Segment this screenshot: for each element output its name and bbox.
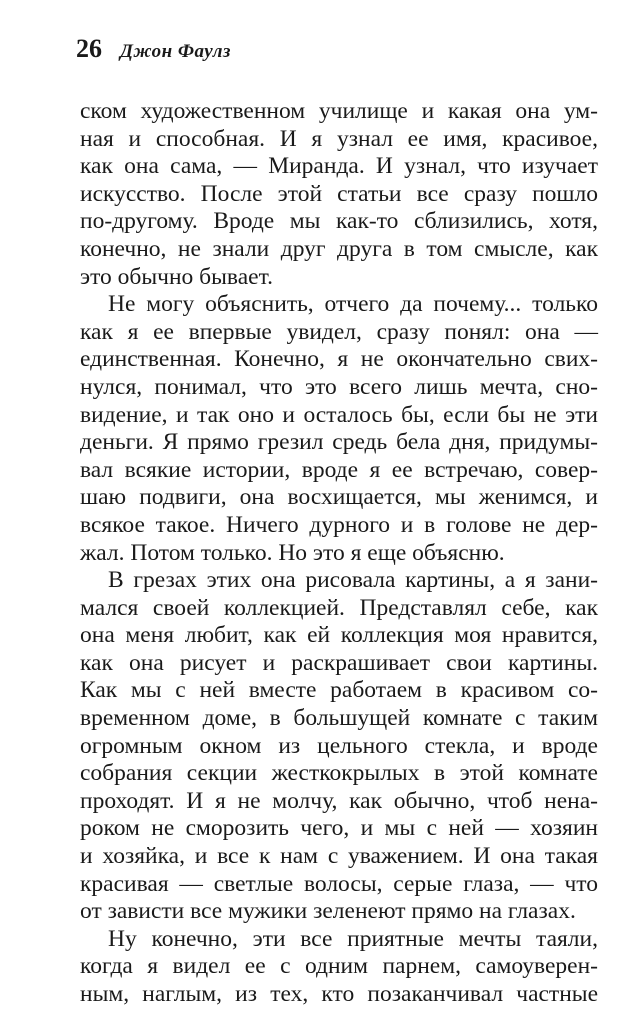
text-line: мался своей коллекцией. Представлял себе, как [80, 594, 598, 621]
text-line: Не могу объяснить, отчего да почему... только [108, 291, 598, 318]
text-line: искусство. После этой статьи все сразу пошло [80, 180, 598, 207]
text-line: и хозяйка, и все к нам с уважением. И она такая [80, 843, 598, 870]
text-line: огромным окном из цельного стекла, и вроде [80, 732, 598, 759]
text-line: шаю подвиги, она восхищается, мы женимся, и [80, 484, 598, 511]
text-line: деньги. Я прямо грезил средь бела дня, придумы- [80, 429, 598, 456]
text-line: В грезах этих она рисовала картины, а я зани- [108, 567, 598, 594]
text-line: как я ее впервые увидел, сразу понял: она — [80, 318, 598, 345]
text-line: по-другому. Вроде мы как-то сблизились, хотя, [80, 208, 598, 235]
page-number: 26 [76, 34, 102, 63]
text-line: красивая — светлые волосы, серые глаза, — что [80, 870, 598, 897]
text-line: как она сама, — Миранда. И узнал, что изучает [80, 153, 598, 180]
text-line: проходят. И я не молчу, как обычно, чтоб нена- [80, 787, 598, 814]
text-line: от зависти все мужики зеленеют прямо на глазах. [80, 898, 576, 925]
text-line: она меня любит, как ей коллекция моя нравится, [80, 622, 598, 649]
paragraph [80, 926, 598, 1009]
text-line: единственная. Конечно, я не окончательно свих- [80, 346, 598, 373]
text-line: собрания секции жесткокрылых в этой комнате [80, 760, 598, 787]
text-line: вал всякие истории, вроде я ее встречаю, совер- [80, 456, 598, 483]
text-line: ная и способная. И я узнал ее имя, красивое, [80, 125, 598, 152]
text-line: нулся, понимал, что это всего лишь мечта, сно- [80, 373, 598, 400]
text-line: когда я видел ее с одним парнем, самоуверен- [80, 953, 598, 980]
text-line: видение, и так оно и осталось бы, если бы не эти [80, 401, 598, 428]
author-name: Джон Фаулз [120, 41, 231, 62]
paragraph [80, 98, 598, 291]
text-line: роком не сморозить чего, и мы с ней — хозяин [80, 815, 598, 842]
text-line: это обычно бывает. [80, 263, 273, 290]
text-line: Ну конечно, эти все приятные мечты таяли, [108, 925, 598, 952]
body-text [80, 98, 598, 1009]
running-head [76, 34, 231, 64]
text-line: как она рисует и раскрашивает свои картины. [80, 649, 598, 676]
text-line: ным, наглым, из тех, кто позаканчивал частные [80, 981, 598, 1007]
text-line: Как мы с ней вместе работаем в красивом со- [80, 677, 598, 704]
paragraph [80, 291, 598, 567]
paragraph [80, 567, 598, 926]
text-line: временном доме, в большущей комнате с таким [80, 705, 598, 732]
text-line: всякое такое. Ничего дурного и в голове не дер- [80, 511, 598, 538]
text-line: жал. Потом только. Но это я еще объясню. [80, 539, 505, 566]
text-line: ском художественном училище и какая она ум- [80, 98, 598, 124]
text-line: конечно, не знали друг друга в том смысле, как [80, 235, 598, 262]
